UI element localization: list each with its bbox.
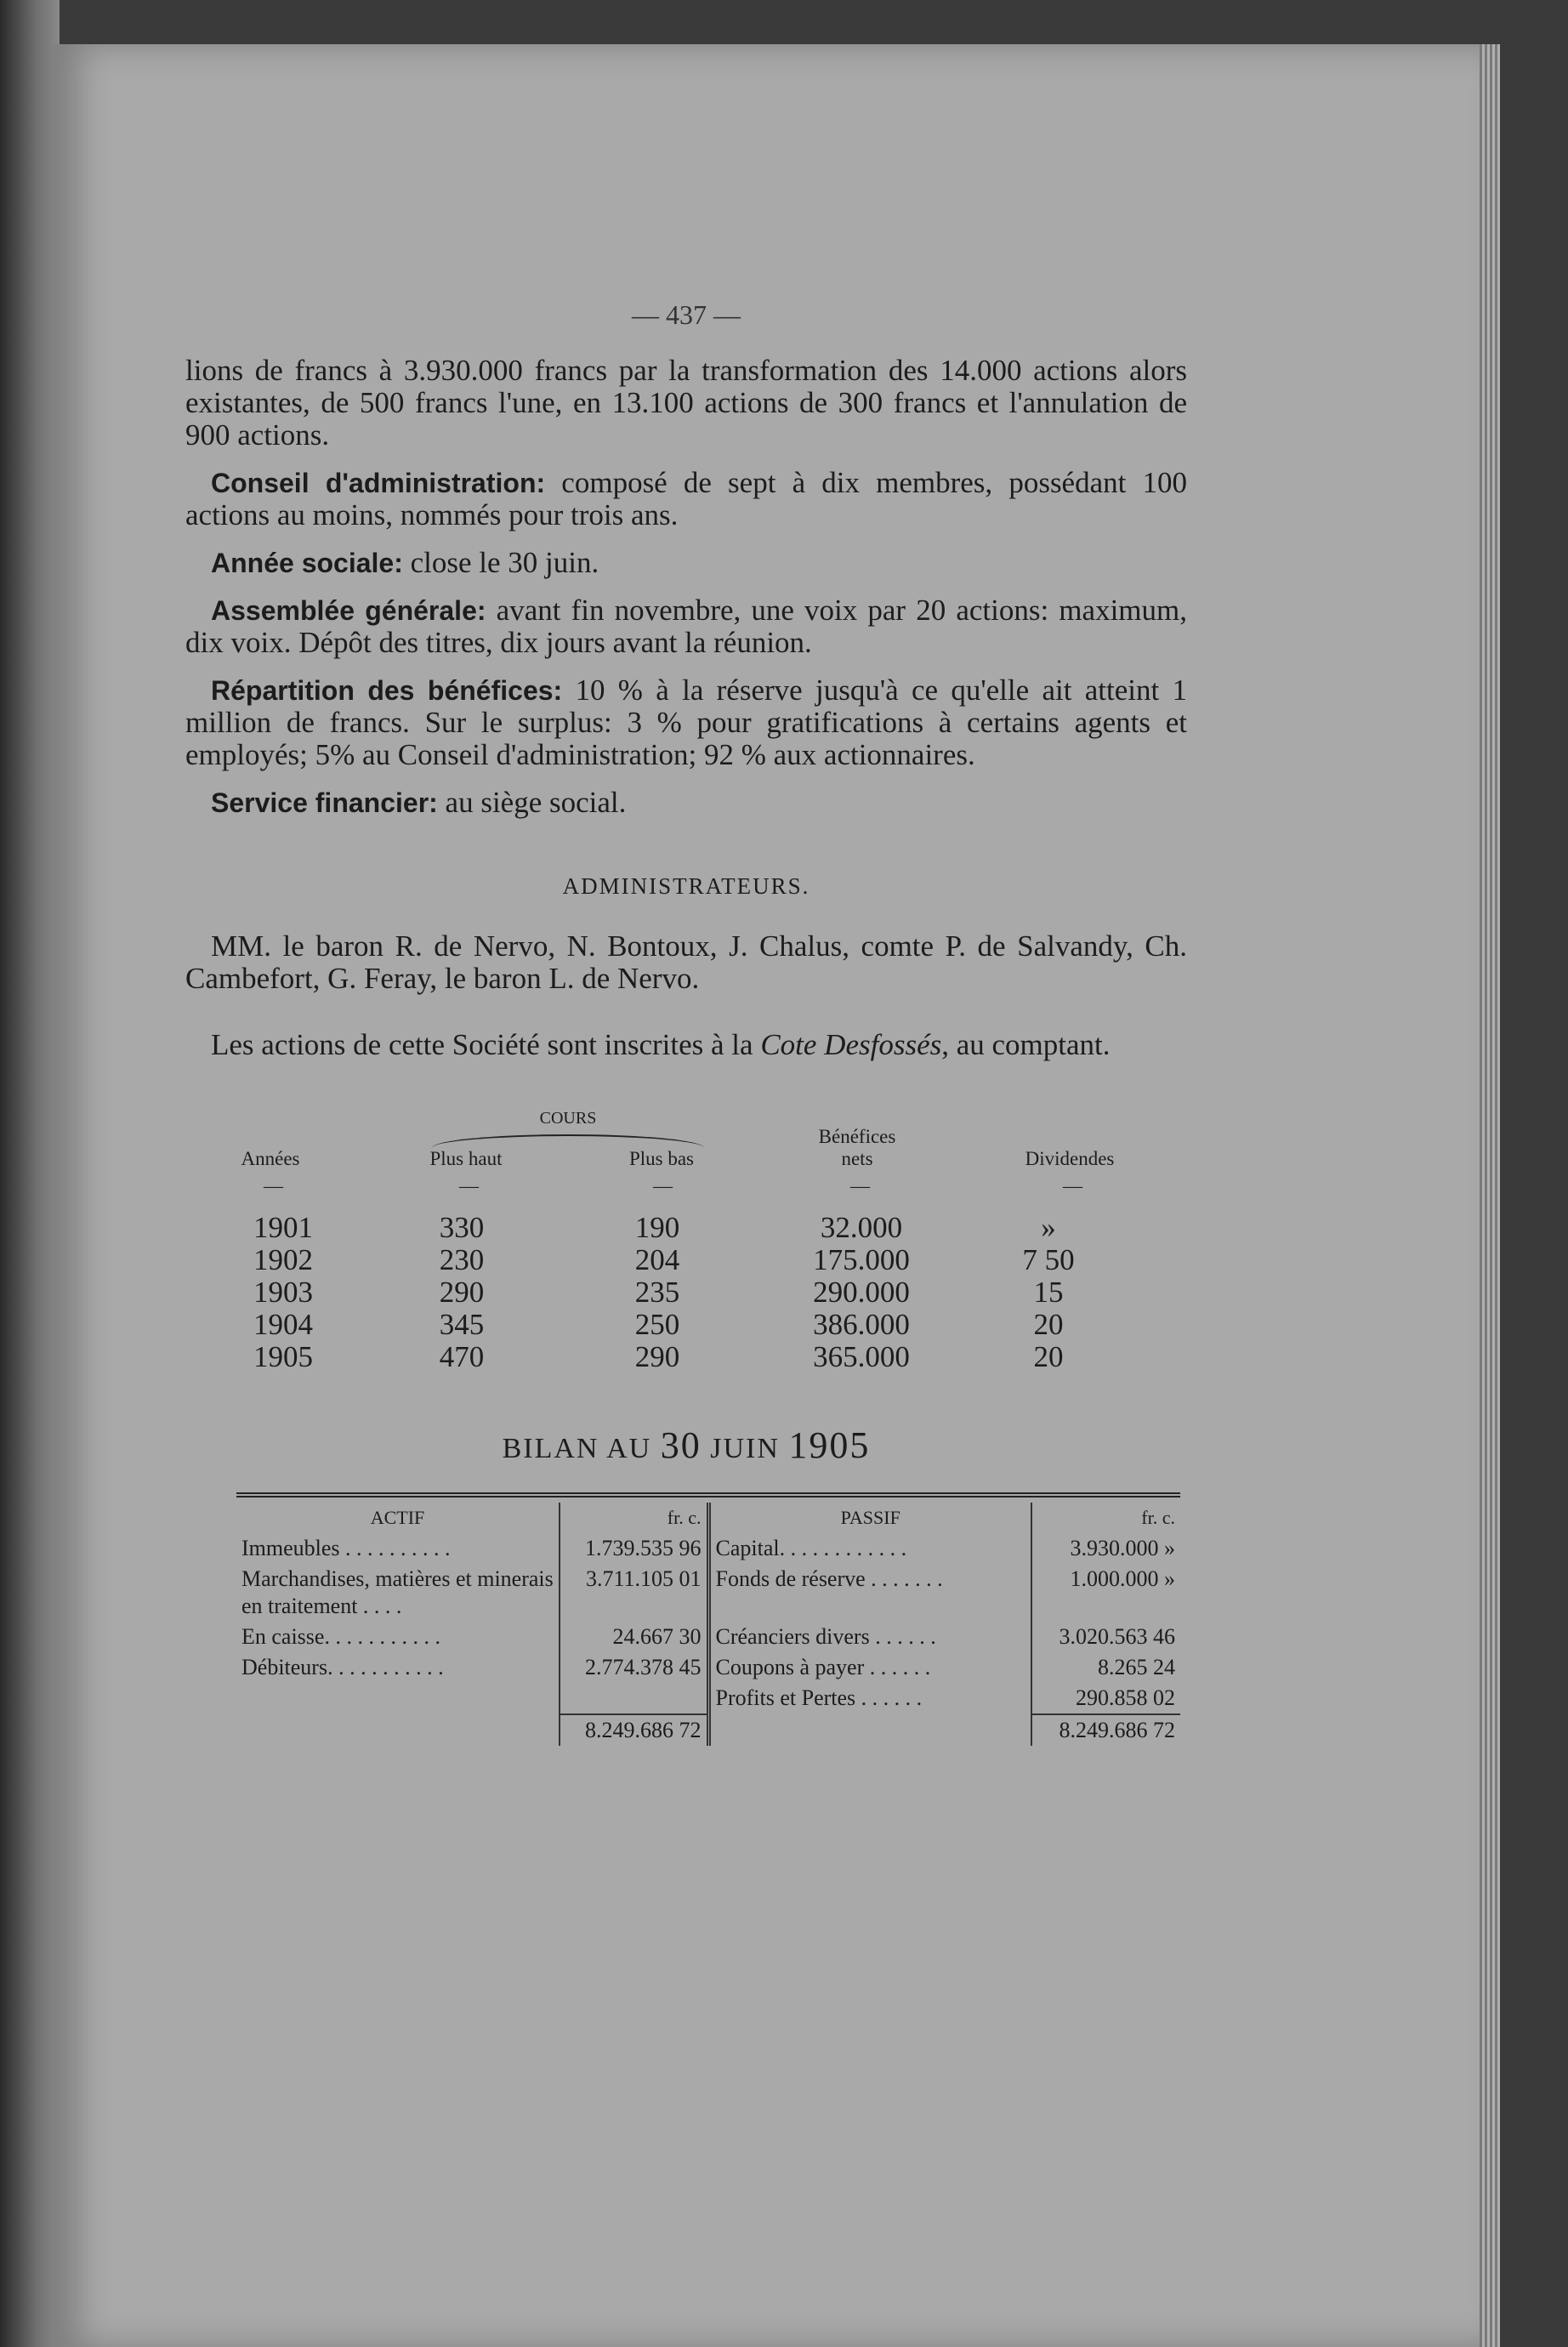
clause-text: 10 % à la réserve jusqu'à ce qu'elle ait atteint 1 million de francs. Sur le surplus: 3 % pour gratifications à certains agents et employés; 5% au Conseil d'administration; 92 % aux actionnaires. [185, 673, 1188, 771]
stats-cell: 1902 [253, 1243, 313, 1276]
header-dash: — [1063, 1175, 1082, 1196]
administrateurs-title: ADMINISTRATEURS. [562, 873, 810, 899]
actif-value: 1.739.535 96 [560, 1533, 708, 1564]
clause-label: Assemblée générale: [211, 595, 486, 626]
passif-label: Profits et Pertes . . . . . . [708, 1683, 1031, 1714]
total-passif: 8.249.686 72 [1031, 1714, 1180, 1746]
clause-text: au siège social. [437, 786, 627, 819]
empty-cell [708, 1714, 1031, 1746]
passif-value: 3.930.000 » [1031, 1533, 1180, 1564]
bilan-title-text: BILAN AU [502, 1433, 652, 1464]
empty-cell [236, 1714, 560, 1746]
actif-label: Marchandises, matières et minerais en traitement . . . . [241, 1566, 554, 1618]
stats-cell: 470 [439, 1340, 485, 1373]
passif-label: Créanciers divers . . . . . . [708, 1622, 1031, 1652]
bilan-title-day: 30 [660, 1424, 702, 1466]
cours-label: COURS [539, 1109, 597, 1128]
bilan-body [236, 1533, 1180, 1714]
header-annees: Années [241, 1148, 300, 1169]
stats-cell: 290 [439, 1276, 485, 1309]
header-dividendes: Dividendes [1025, 1148, 1115, 1169]
actif-label: En caisse. . . . . . . . . . . [241, 1624, 440, 1649]
stats-cell: 1904 [253, 1308, 313, 1341]
clause-service [185, 787, 1187, 819]
clause-label: Conseil d'administration: [211, 468, 546, 498]
actif-value: 24.667 30 [560, 1622, 708, 1652]
cote-text-before: Les actions de cette Société sont inscrites à la [211, 1028, 761, 1061]
clause-annee [185, 547, 1187, 579]
actif-value: 2.774.378 45 [560, 1652, 708, 1683]
bilan-title [185, 1424, 1187, 1467]
header-dash: — [264, 1175, 283, 1196]
intro-paragraph: lions de francs à 3.930.000 francs par la transformation des 14.000 actions alors existantes, de 500 francs l'une, en 13.100 actions de 300 francs et l'annulation de 900 actions. [185, 354, 1187, 452]
bilan-row [236, 1533, 1180, 1564]
clause-text: close le 30 juin. [402, 546, 599, 579]
stats-cell: 330 [439, 1211, 485, 1244]
passif-value: 8.265 24 [1031, 1652, 1180, 1683]
header-dash: — [459, 1175, 479, 1196]
actif-value [560, 1683, 708, 1714]
stats-cell: 175.000 [813, 1243, 910, 1276]
stats-cell: 345 [439, 1308, 485, 1341]
bilan-header-row [236, 1503, 1180, 1533]
cours-brace [432, 1134, 704, 1148]
stats-cell: 235 [634, 1276, 680, 1309]
header-plus-bas: Plus bas [628, 1148, 695, 1169]
bilan-row [236, 1564, 1180, 1622]
stats-cell: 204 [634, 1243, 680, 1276]
header-benefices: Bénéfices [818, 1126, 896, 1147]
bilan-row [236, 1683, 1180, 1714]
bilan-row [236, 1652, 1180, 1683]
stats-cell: 1903 [253, 1276, 313, 1309]
page-content [185, 255, 1187, 1746]
stats-cell: 250 [634, 1308, 680, 1341]
bilan-row [236, 1622, 1180, 1652]
stats-cell: » [1041, 1211, 1056, 1244]
stats-cell: 1901 [253, 1211, 313, 1244]
passif-value: 1.000.000 » [1031, 1564, 1180, 1622]
header-plus-haut: Plus haut [429, 1148, 503, 1169]
stats-cell: 1905 [253, 1340, 313, 1373]
stats-cell: 7 50 [1022, 1243, 1075, 1276]
header-dash: — [850, 1175, 870, 1196]
unit-header: fr. c. [1031, 1503, 1180, 1533]
clause-repartition [185, 674, 1187, 771]
bilan-title-year: 1905 [788, 1424, 871, 1466]
page-stack-edge [1480, 44, 1500, 2347]
stats-cell: 290.000 [813, 1276, 910, 1309]
unit-header: fr. c. [560, 1503, 708, 1533]
bilan-total-row [236, 1714, 1180, 1746]
bilan-title-month: JUIN [710, 1433, 780, 1464]
total-actif: 8.249.686 72 [560, 1714, 708, 1746]
actif-label: Débiteurs. . . . . . . . . . . [241, 1655, 444, 1679]
clause-label: Service financier: [211, 787, 438, 818]
clause-text: avant fin novembre, une voix par 20 actions: maximum, dix voix. Dépôt des titres, dix jours avant la réunion. [185, 594, 1187, 659]
passif-header: PASSIF [708, 1503, 1031, 1533]
header-dash: — [653, 1175, 673, 1196]
cote-text-after: , au comptant. [941, 1028, 1111, 1061]
stats-cell: 365.000 [813, 1340, 910, 1373]
stats-cell: 20 [1033, 1340, 1064, 1373]
facing-page-edge [0, 0, 60, 2347]
clause-label: Répartition des bénéfices: [211, 675, 563, 706]
clause-text: composé de sept à dix membres, possédant 100 actions au moins, nommés pour trois ans. [185, 466, 1188, 531]
passif-value: 3.020.563 46 [1031, 1622, 1180, 1652]
bilan-table [236, 1503, 1180, 1746]
stats-cell: 386.000 [813, 1308, 910, 1341]
actif-value: 3.711.105 01 [560, 1564, 708, 1622]
page-number: — 437 — [632, 299, 741, 330]
stats-table [185, 1109, 1187, 1398]
actif-label: Immeubles . . . . . . . . . . [241, 1536, 451, 1560]
stats-cell: 32.000 [820, 1211, 903, 1244]
passif-label: Fonds de réserve . . . . . . . [708, 1564, 1031, 1622]
header-nets: nets [841, 1148, 873, 1169]
stats-cell: 230 [439, 1243, 485, 1276]
cote-paragraph [185, 1029, 1187, 1061]
stats-cell: 20 [1033, 1308, 1064, 1341]
cote-italic: Cote Desfossés [760, 1028, 942, 1061]
bilan-top-rule [236, 1492, 1180, 1497]
clause-label: Année sociale: [211, 548, 403, 578]
actif-header: ACTIF [370, 1507, 425, 1528]
administrateurs-list: MM. le baron R. de Nervo, N. Bontoux, J. Chalus, comte P. de Salvandy, Ch. Cambefort, G. Feray, le baron L. de Nervo. [185, 929, 1187, 995]
stats-cell: 290 [634, 1340, 680, 1373]
stats-cell: 15 [1033, 1276, 1064, 1309]
passif-label: Capital. . . . . . . . . . . . [708, 1533, 1031, 1564]
clause-assemblee [185, 594, 1187, 659]
actif-label [236, 1683, 560, 1714]
clause-conseil [185, 467, 1187, 531]
stats-cell: 190 [634, 1211, 680, 1244]
passif-value: 290.858 02 [1031, 1683, 1180, 1714]
passif-label: Coupons à payer . . . . . . [708, 1652, 1031, 1683]
